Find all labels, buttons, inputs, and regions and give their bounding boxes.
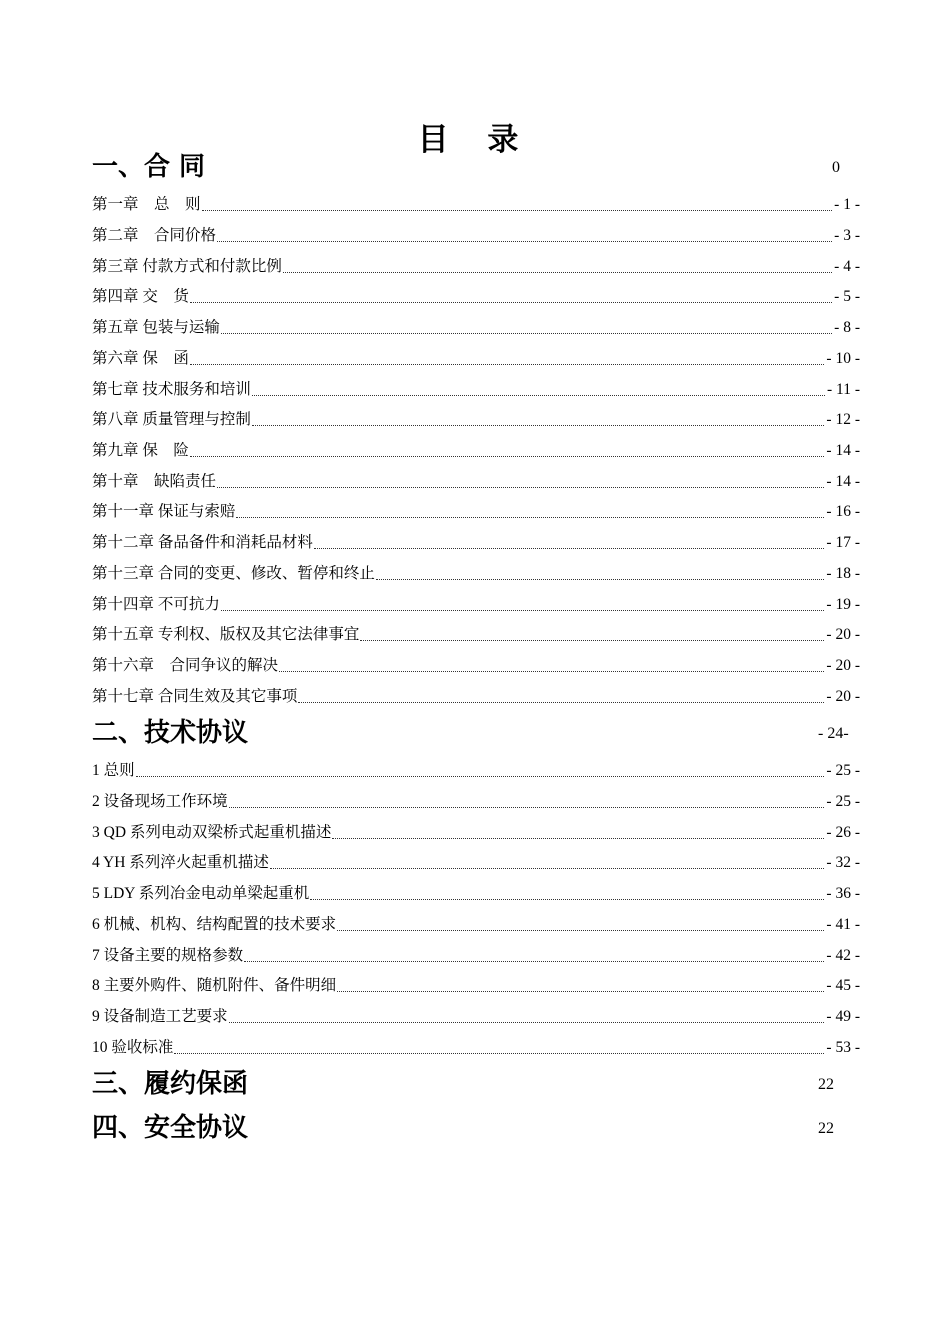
dot-leader xyxy=(136,775,825,777)
dot-leader xyxy=(376,578,825,580)
toc-entry-text: 第十六章 合同争议的解决 xyxy=(92,657,279,674)
dot-leader xyxy=(190,363,825,365)
toc-entry[interactable] xyxy=(92,286,860,308)
toc-entry-page: - 32 - xyxy=(826,854,860,871)
toc-entry-text: 6 机械、机构、结构配置的技术要求 xyxy=(92,916,337,933)
dot-leader xyxy=(244,960,824,962)
toc-entry[interactable] xyxy=(92,563,860,585)
dot-leader xyxy=(252,394,825,396)
dot-leader xyxy=(283,271,832,273)
dot-leader xyxy=(190,455,825,457)
toc-entry-text: 第二章 合同价格 xyxy=(92,227,217,244)
dot-leader xyxy=(174,1052,824,1054)
toc-entry-page: - 36 - xyxy=(826,885,860,902)
toc-entry-page: - 3 - xyxy=(834,227,860,244)
toc-entry-page: - 20 - xyxy=(826,626,860,643)
toc-entry[interactable] xyxy=(92,655,860,677)
toc-entry-text: 1 总则 xyxy=(92,762,135,779)
toc-entry-text: 7 设备主要的规格参数 xyxy=(92,947,244,964)
toc-entry[interactable] xyxy=(92,317,860,339)
toc-entry-page: - 16 - xyxy=(826,503,860,520)
toc-entry[interactable] xyxy=(92,1037,860,1059)
toc-entry-text: 第十七章 合同生效及其它事项 xyxy=(92,688,298,705)
dot-leader xyxy=(236,516,824,518)
section-label: 一、合 同 xyxy=(92,152,206,182)
toc-entry-page: - 18 - xyxy=(826,565,860,582)
section-page-number: 0 xyxy=(832,159,840,176)
toc-entry-text: 第十三章 合同的变更、修改、暂停和终止 xyxy=(92,565,375,582)
toc-entry[interactable] xyxy=(92,791,860,813)
toc-entry[interactable] xyxy=(92,914,860,936)
toc-entry-page: - 49 - xyxy=(826,1008,860,1025)
toc-entry[interactable] xyxy=(92,594,860,616)
toc-entry-page: - 12 - xyxy=(826,411,860,428)
toc-entry-page: - 41 - xyxy=(826,916,860,933)
toc-entry-page: - 5 - xyxy=(834,288,860,305)
section-label: 二、技术协议 xyxy=(92,718,249,748)
toc-entry-text: 第八章 质量管理与控制 xyxy=(92,411,251,428)
toc-entry-page: - 14 - xyxy=(826,473,860,490)
toc-entry-page: - 25 - xyxy=(826,793,860,810)
toc-entry-page: - 26 - xyxy=(826,824,860,841)
section-heading-technical-agreement xyxy=(92,716,852,750)
dot-leader xyxy=(252,424,825,426)
toc-entry[interactable] xyxy=(92,471,860,493)
dot-leader xyxy=(332,837,824,839)
toc-entry-page: - 20 - xyxy=(826,688,860,705)
toc-entry[interactable] xyxy=(92,852,860,874)
toc-entry-text: 5 LDY 系列冶金电动单梁起重机 xyxy=(92,885,310,902)
dot-leader xyxy=(360,639,824,641)
toc-entry-text: 第十五章 专利权、版权及其它法律事宜 xyxy=(92,626,360,643)
dot-leader xyxy=(202,209,833,211)
section-heading-safety-agreement xyxy=(92,1111,852,1145)
dot-leader xyxy=(337,990,824,992)
toc-entry[interactable] xyxy=(92,501,860,523)
toc-entry-text: 第七章 技术服务和培训 xyxy=(92,381,251,398)
toc-entry-text: 第三章 付款方式和付款比例 xyxy=(92,258,282,275)
toc-entry-page: - 1 - xyxy=(834,196,860,213)
toc-entry-page: - 42 - xyxy=(826,947,860,964)
section-page-number: - 24- xyxy=(818,725,849,742)
toc-entry-page: - 19 - xyxy=(826,596,860,613)
dot-leader xyxy=(217,486,824,488)
dot-leader xyxy=(229,806,825,808)
dot-leader xyxy=(310,898,824,900)
toc-entry-text: 10 验收标准 xyxy=(92,1039,174,1056)
toc-entry-page: - 45 - xyxy=(826,977,860,994)
toc-entry-page: - 11 - xyxy=(827,381,860,398)
toc-entry[interactable] xyxy=(92,883,860,905)
dot-leader xyxy=(337,929,824,931)
toc-entry[interactable] xyxy=(92,760,860,782)
toc-entry-page: - 53 - xyxy=(826,1039,860,1056)
toc-entry-text: 4 YH 系列淬火起重机描述 xyxy=(92,854,269,871)
section-label: 四、安全协议 xyxy=(92,1113,249,1143)
toc-entry[interactable] xyxy=(92,686,860,708)
section-label: 三、履约保函 xyxy=(92,1069,249,1099)
section-heading-performance-guarantee xyxy=(92,1067,852,1101)
section-page-number: 22 xyxy=(818,1120,834,1137)
toc-entry[interactable] xyxy=(92,256,860,278)
toc-entry-page: - 17 - xyxy=(826,534,860,551)
toc-entry-text: 9 设备制造工艺要求 xyxy=(92,1008,228,1025)
toc-entry[interactable] xyxy=(92,822,860,844)
toc-entry[interactable] xyxy=(92,440,860,462)
dot-leader xyxy=(270,867,825,869)
toc-entry-page: - 10 - xyxy=(826,350,860,367)
toc-entry-page: - 25 - xyxy=(826,762,860,779)
toc-entry-text: 第十章 缺陷责任 xyxy=(92,473,217,490)
dot-leader xyxy=(217,240,832,242)
toc-entry-page: - 20 - xyxy=(826,657,860,674)
dot-leader xyxy=(279,670,824,672)
toc-entry[interactable] xyxy=(92,624,860,646)
toc-entry[interactable] xyxy=(92,945,860,967)
toc-title: 目 录 xyxy=(417,122,533,158)
toc-entry-text: 3 QD 系列电动双梁桥式起重机描述 xyxy=(92,824,332,841)
toc-entry-text: 第六章 保 函 xyxy=(92,350,189,367)
dot-leader xyxy=(229,1021,825,1023)
toc-entry-text: 第十二章 备品备件和消耗品材料 xyxy=(92,534,313,551)
toc-entry-text: 2 设备现场工作环境 xyxy=(92,793,228,810)
section-page-number: 22 xyxy=(818,1076,834,1093)
toc-entry-page: - 4 - xyxy=(834,258,860,275)
toc-entry[interactable] xyxy=(92,379,860,401)
toc-entry-text: 第九章 保 险 xyxy=(92,442,189,459)
toc-entry-text: 8 主要外购件、随机附件、备件明细 xyxy=(92,977,337,994)
toc-entry[interactable] xyxy=(92,194,860,216)
toc-entry[interactable] xyxy=(92,225,860,247)
section-heading-contract xyxy=(92,150,852,184)
dot-leader xyxy=(221,332,832,334)
toc-entry[interactable] xyxy=(92,532,860,554)
dot-leader xyxy=(190,301,832,303)
toc-entry-text: 第十一章 保证与索赔 xyxy=(92,503,236,520)
toc-entry-text: 第一章 总 则 xyxy=(92,196,201,213)
toc-entry[interactable] xyxy=(92,409,860,431)
toc-entry-text: 第五章 包装与运输 xyxy=(92,319,220,336)
toc-entry-page: - 14 - xyxy=(826,442,860,459)
toc-entry-text: 第十四章 不可抗力 xyxy=(92,596,220,613)
toc-entry[interactable] xyxy=(92,1006,860,1028)
toc-entry-text: 第四章 交 货 xyxy=(92,288,189,305)
dot-leader xyxy=(314,547,825,549)
dot-leader xyxy=(221,609,825,611)
toc-entry[interactable] xyxy=(92,348,860,370)
dot-leader xyxy=(298,701,824,703)
toc-entry-page: - 8 - xyxy=(834,319,860,336)
toc-entry[interactable] xyxy=(92,975,860,997)
